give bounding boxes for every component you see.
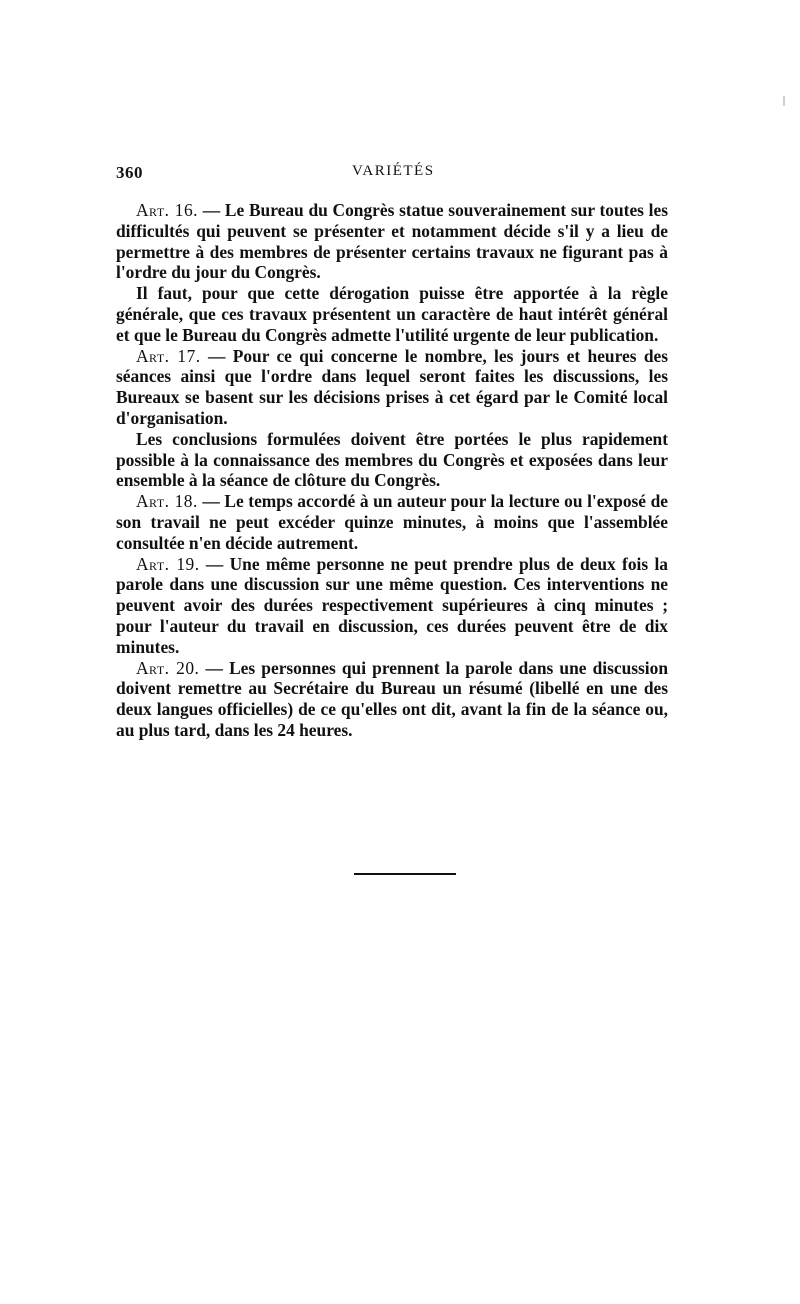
article-18-label: Art. 18. <box>136 491 198 512</box>
running-title: VARIÉTÉS <box>352 163 435 179</box>
article-16-paragraph <box>116 200 668 283</box>
closing-rule <box>354 873 456 875</box>
article-17-continuation: Les conclusions formulées doivent être portées le plus rapidement possible à la connaissance des membres du Congrès et exposées dans leur ensemble à la séance de clôture du Congrès. <box>116 428 668 491</box>
article-17-text: — Pour ce qui concerne le nombre, les jours et heures des séances ainsi que l'ordre dans lequel seront faites les discussions, les Bureaux se basent sur les décisions prises à cet égard par le Comité local d'organisation. <box>116 345 669 428</box>
article-16-text: — Le Bureau du Congrès statue souverainement sur toutes les difficultés qui peuvent se présenter et notamment décide s'il y a lieu de permettre à des membres de présenter certains travaux ne figurant pas à l'ordre du jour du Congrès. <box>116 200 668 283</box>
article-17-label: Art. 17. <box>136 345 201 366</box>
article-17-paragraph <box>116 346 668 429</box>
scan-mark <box>783 96 785 106</box>
article-16-continuation: Il faut, pour que cette dérogation puisse être apportée à la règle générale, que ces travaux présentent un caractère de haut intérêt général et que le Bureau du Congrès admette l'utilité urgente de leur publication. <box>116 283 668 345</box>
article-20-paragraph <box>116 658 668 741</box>
article-19-text: — Une même personne ne peut prendre plus de deux fois la parole dans une discussion sur une même question. Ces interventions ne peuvent avoir des durées respectivement supérieures à cinq minutes ; pour l'auteur du travail en discussion, ces durées peuvent être de dix minutes. <box>116 553 668 657</box>
article-16-label: Art. 16. <box>136 200 199 220</box>
article-18-paragraph <box>116 491 668 553</box>
article-body <box>116 200 668 741</box>
article-19-paragraph <box>116 554 668 658</box>
page-number: 360 <box>116 163 143 182</box>
article-18-text: — Le temps accordé à un auteur pour la lecture ou l'exposé de son travail ne peut excéder quinze minutes, à moins que l'assemblée consultée n'en décide autrement. <box>116 491 668 553</box>
article-19-label: Art. 19. <box>136 553 200 574</box>
article-20-text: — Les personnes qui prennent la parole dans une discussion doivent remettre au Secrétaire du Bureau un résumé (libellé en une des deux langues officielles) de ce qu'elles ont dit, avant la fin de la séance ou, au plus tard, dans les 24 heures. <box>116 657 668 740</box>
article-20-label: Art. 20. <box>136 657 200 678</box>
